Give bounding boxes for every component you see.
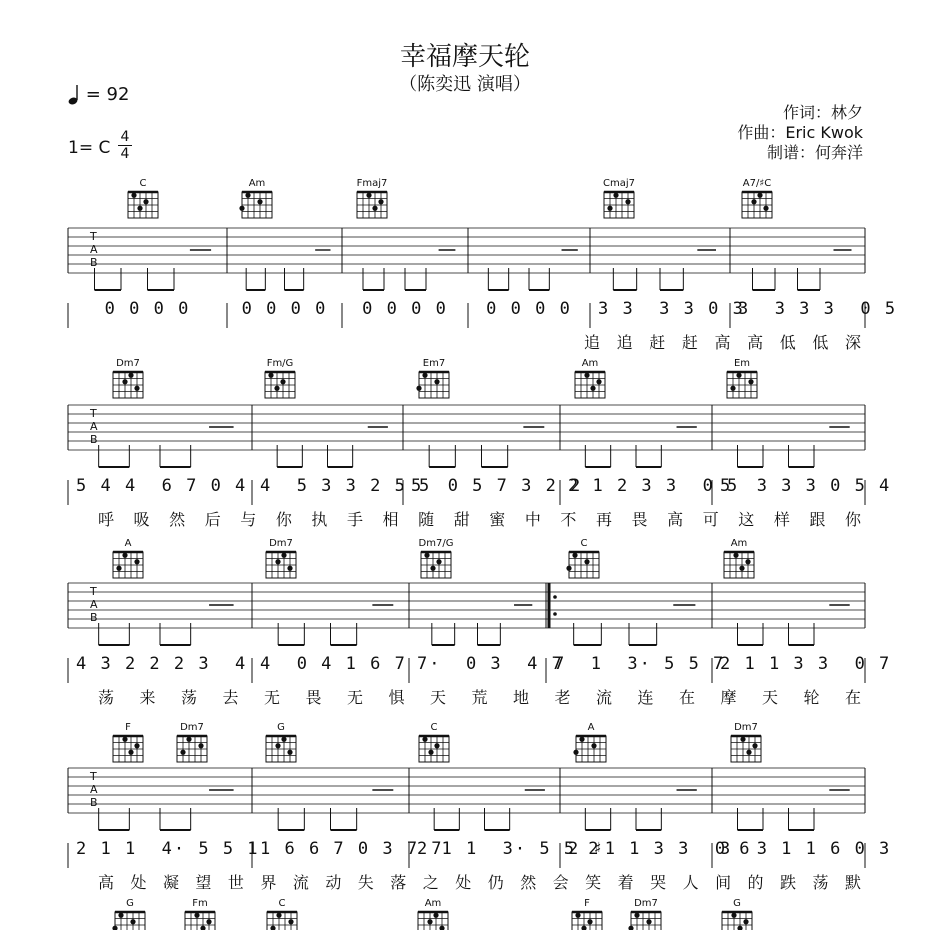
finger-dot <box>730 386 735 391</box>
finger-dot <box>287 566 292 571</box>
lyric-char: 处 <box>130 873 147 892</box>
finger-dot <box>575 913 580 918</box>
lyric-char: 地 <box>512 688 529 707</box>
lyric-char: 荡 <box>180 688 197 707</box>
lyric-char: 流 <box>595 688 612 707</box>
chord-name: Am <box>730 538 748 549</box>
finger-dot <box>257 199 262 204</box>
finger-dot <box>198 743 203 748</box>
lyric-char: 荒 <box>471 688 488 707</box>
chord-name: Em <box>733 358 751 369</box>
finger-dot <box>737 926 742 930</box>
finger-dot <box>122 737 127 742</box>
chord-diagram <box>185 912 215 930</box>
finger-dot <box>736 373 741 378</box>
finger-dot <box>239 206 244 211</box>
lyric-char: 流 <box>292 873 309 892</box>
lyric-char: 赶 <box>649 333 666 352</box>
finger-dot <box>131 193 136 198</box>
finger-dot <box>436 559 441 564</box>
lyric-char: 去 <box>222 688 239 707</box>
chord-diagram <box>628 912 661 930</box>
lyric-char: 仍 <box>487 873 504 892</box>
finger-dot <box>372 206 377 211</box>
tab-clef-letter: T <box>90 407 97 420</box>
chord-name: Cmaj7 <box>603 178 635 189</box>
chord-diagram <box>573 736 606 762</box>
chord-diagram <box>128 192 158 218</box>
lyric-char: 世 <box>227 873 244 892</box>
chord-name: G <box>277 722 285 733</box>
lyric-char: 样 <box>773 510 790 529</box>
chord-name: Fm <box>192 898 208 909</box>
finger-dot <box>422 737 427 742</box>
finger-dot <box>122 553 127 558</box>
numbered-notes: 5 0 5 7 3 2 2 <box>411 476 583 496</box>
lyric-char: 追 <box>583 333 600 352</box>
lyric-char: 在 <box>844 688 861 707</box>
numbered-notes: 4 0 4 1 6 7 <box>260 654 407 674</box>
tab-clef-letter: T <box>90 585 97 598</box>
finger-dot <box>434 743 439 748</box>
tab-clef-letter: B <box>90 433 98 446</box>
lyric-char: 着 <box>617 873 634 892</box>
finger-dot <box>287 750 292 755</box>
lyric-char: 中 <box>524 510 541 529</box>
lyric-char: 高 <box>714 333 731 352</box>
chord-diagram <box>575 372 605 398</box>
tab-clef-letter: B <box>90 796 98 809</box>
tab-clef-letter: B <box>90 611 98 624</box>
chord-diagram <box>722 912 752 930</box>
chord-name: C <box>278 898 286 909</box>
finger-dot <box>581 926 586 930</box>
lyric-char: 与 <box>240 510 257 529</box>
lyric-char: 可 <box>702 510 719 529</box>
numbered-notes: 2 1 2 3 3 0 5 <box>568 476 740 496</box>
tempo-value: = 92 <box>85 84 130 105</box>
finger-dot <box>572 553 577 558</box>
tab-clef-letter: A <box>90 420 98 433</box>
finger-dot <box>280 379 285 384</box>
lyric-char: 后 <box>204 510 221 529</box>
finger-dot <box>566 566 571 571</box>
chord-name: A <box>587 722 595 733</box>
finger-dot <box>746 750 751 755</box>
numbered-notes: 4 3 2 2 2 3 4 <box>76 654 248 674</box>
lyric-char: 高 <box>747 333 764 352</box>
finger-dot <box>573 750 578 755</box>
lyric-char: 低 <box>812 333 829 352</box>
finger-dot <box>439 926 444 930</box>
numbered-notes: 4 5 3 3 2 5 5 <box>260 476 432 496</box>
chord-diagram <box>357 192 387 218</box>
numbered-notes: 2 ♯1 1 3 3 0 6 <box>568 839 752 859</box>
chord-diagram <box>267 912 297 930</box>
lyric-char: 跌 <box>780 873 797 892</box>
chord-name: F <box>584 898 590 909</box>
chord-diagram <box>112 912 145 930</box>
finger-dot <box>206 919 211 924</box>
finger-dot <box>281 553 286 558</box>
finger-dot <box>628 926 633 930</box>
lyric-char: 在 <box>678 688 695 707</box>
chord-diagram <box>418 912 448 930</box>
time-sig-top: 4 <box>120 129 130 145</box>
finger-dot <box>416 386 421 391</box>
chord-name: C <box>580 538 588 549</box>
finger-dot <box>422 373 427 378</box>
lyric-char: 然 <box>520 873 537 892</box>
lyric-char: 高 <box>97 873 114 892</box>
lyric-char: 哭 <box>650 873 667 892</box>
lyric-char: 相 <box>382 510 399 529</box>
lyricist-credit: 作词：林夕 <box>782 103 863 122</box>
finger-dot <box>739 566 744 571</box>
tab-clef-letter: A <box>90 243 98 256</box>
finger-dot <box>130 919 135 924</box>
lyric-char: 赶 <box>681 333 698 352</box>
numbered-notes: 1 6 6 7 0 3 7 7 <box>260 839 444 859</box>
chord-name: A <box>124 538 132 549</box>
lyric-char: 随 <box>418 510 435 529</box>
tab-clef-letter: B <box>90 256 98 269</box>
tab-clef-letter: T <box>90 770 97 783</box>
chord-name: Dm7 <box>634 898 658 909</box>
chord-diagram <box>421 552 451 578</box>
chord-diagram <box>113 736 143 762</box>
lyric-char: 不 <box>560 510 577 529</box>
lyric-char: 然 <box>169 510 186 529</box>
chord-name: C <box>139 178 147 189</box>
tab-clef-letter: T <box>90 230 97 243</box>
finger-dot <box>118 913 123 918</box>
lyric-char: 凝 <box>162 873 179 892</box>
finger-dot <box>731 913 736 918</box>
finger-dot <box>748 379 753 384</box>
finger-dot <box>434 379 439 384</box>
numbered-notes: 2 1 1 3· 5 5 2 <box>417 839 601 859</box>
repeat-dot <box>553 595 557 599</box>
finger-dot <box>281 737 286 742</box>
lyric-char: 动 <box>325 873 342 892</box>
chord-diagram <box>416 372 449 398</box>
lyric-char: 深 <box>844 333 861 352</box>
finger-dot <box>270 926 275 930</box>
lyric-char: 执 <box>311 510 328 529</box>
lyric-char: 界 <box>260 873 277 892</box>
lyric-char: 天 <box>761 688 778 707</box>
finger-dot <box>116 566 121 571</box>
finger-dot <box>584 559 589 564</box>
chord-name: Am <box>248 178 266 189</box>
finger-dot <box>143 199 148 204</box>
lyric-char: 人 <box>682 873 699 892</box>
chord-diagram <box>113 372 143 398</box>
finger-dot <box>122 379 127 384</box>
finger-dot <box>613 193 618 198</box>
lyric-char: 你 <box>844 510 861 529</box>
finger-dot <box>245 193 250 198</box>
finger-dot <box>268 373 273 378</box>
finger-dot <box>634 913 639 918</box>
finger-dot <box>625 199 630 204</box>
chord-diagram <box>177 736 207 762</box>
lyric-char: 手 <box>346 510 363 529</box>
finger-dot <box>428 750 433 755</box>
chord-name: Fmaj7 <box>356 178 388 189</box>
numbered-notes: 3 3 3 3 0 5 <box>738 299 898 319</box>
finger-dot <box>134 386 139 391</box>
lyric-char: 这 <box>738 510 755 529</box>
arranger-credit: 制谱：何奔洋 <box>766 143 863 162</box>
lyric-char: 无 <box>346 688 363 707</box>
lyric-char: 之 <box>422 873 439 892</box>
lyric-char: 低 <box>779 333 796 352</box>
lyric-char: 摩 <box>720 688 737 707</box>
finger-dot <box>275 743 280 748</box>
lyric-char: 连 <box>637 688 654 707</box>
chord-name: C <box>430 722 438 733</box>
key-signature: 1= C <box>68 138 111 158</box>
lyric-char: 再 <box>595 510 612 529</box>
chord-diagram <box>266 552 296 578</box>
song-title: 幸福摩天轮 <box>399 42 530 72</box>
chord-diagram <box>572 912 602 930</box>
finger-dot <box>607 206 612 211</box>
numbered-notes: 0 0 0 0 <box>241 299 328 319</box>
finger-dot <box>743 919 748 924</box>
lyric-char: 荡 <box>97 688 114 707</box>
finger-dot <box>757 193 762 198</box>
finger-dot <box>751 199 756 204</box>
finger-dot <box>137 206 142 211</box>
numbered-notes: 0 0 0 0 <box>486 299 572 319</box>
chord-name: Dm7/G <box>418 538 454 549</box>
numbered-notes: 3 3 3 3 0 3 <box>598 299 745 319</box>
lyric-char: 天 <box>429 688 446 707</box>
finger-dot <box>180 750 185 755</box>
finger-dot <box>275 559 280 564</box>
chord-diagram <box>265 372 295 398</box>
finger-dot <box>733 553 738 558</box>
chord-name: Dm7 <box>116 358 140 369</box>
finger-dot <box>584 373 589 378</box>
chord-diagram <box>419 736 449 762</box>
numbered-notes: 2 1 1 4· 5 5 1 <box>76 839 260 859</box>
lyric-char: 轮 <box>803 688 820 707</box>
finger-dot <box>128 750 133 755</box>
lyric-char: 呼 <box>97 510 114 529</box>
finger-dot <box>433 913 438 918</box>
lyric-char: 你 <box>275 510 292 529</box>
lyric-char: 失 <box>357 873 374 892</box>
chord-diagram <box>731 736 761 762</box>
chord-name: G <box>733 898 741 909</box>
lyric-char: 来 <box>139 688 156 707</box>
numbered-notes: 0 0 0 0 <box>104 299 191 319</box>
finger-dot <box>194 913 199 918</box>
chord-diagram <box>566 552 599 578</box>
chord-name: Fm/G <box>266 358 294 369</box>
lyric-char: 默 <box>844 873 861 892</box>
lyric-char: 吸 <box>133 510 150 529</box>
chord-name: G <box>126 898 134 909</box>
lyric-char: 会 <box>552 873 569 892</box>
chord-name: Dm7 <box>180 722 204 733</box>
numbered-notes: 7 1 3· 5 5 7 <box>554 654 726 674</box>
finger-dot <box>587 919 592 924</box>
finger-dot <box>427 919 432 924</box>
lyric-char: 追 <box>616 333 633 352</box>
finger-dot <box>276 913 281 918</box>
chord-name: Dm7 <box>269 538 293 549</box>
lyric-char: 惧 <box>388 688 405 707</box>
finger-dot <box>745 559 750 564</box>
finger-dot <box>591 743 596 748</box>
finger-dot <box>134 743 139 748</box>
finger-dot <box>378 199 383 204</box>
finger-dot <box>430 566 435 571</box>
finger-dot <box>366 193 371 198</box>
chord-name: Em7 <box>422 358 446 369</box>
lyric-char: 甜 <box>453 510 470 529</box>
numbered-notes: 5 4 4 6 7 0 4 <box>76 476 248 496</box>
lyric-char: 高 <box>667 510 684 529</box>
lyric-char: 无 <box>263 688 280 707</box>
finger-dot <box>200 926 205 930</box>
chord-name: Dm7 <box>734 722 758 733</box>
finger-dot <box>288 919 293 924</box>
finger-dot <box>596 379 601 384</box>
chord-diagram <box>742 192 772 218</box>
finger-dot <box>646 919 651 924</box>
composer-credit: 作曲：Eric Kwok <box>737 123 863 142</box>
chord-diagram <box>724 552 754 578</box>
lyric-char: 望 <box>195 873 212 892</box>
numbered-notes: 0 0 0 0 <box>362 299 448 319</box>
chord-name: Am <box>424 898 442 909</box>
lyric-char: 间 <box>715 873 732 892</box>
chord-diagram <box>727 372 757 398</box>
finger-dot <box>274 386 279 391</box>
chord-name: Am <box>581 358 599 369</box>
chord-diagram <box>266 736 296 762</box>
finger-dot <box>590 386 595 391</box>
numbered-notes: 5 3 3 3 0 5 4 <box>720 476 892 496</box>
repeat-dot <box>553 612 557 616</box>
finger-dot <box>186 737 191 742</box>
finger-dot <box>752 743 757 748</box>
lyric-char: 荡 <box>812 873 829 892</box>
finger-dot <box>740 737 745 742</box>
finger-dot <box>579 737 584 742</box>
numbered-notes: 2 1 1 3 3 0 7 <box>720 654 892 674</box>
lyric-char: 处 <box>455 873 472 892</box>
lyric-char: 落 <box>390 873 407 892</box>
chord-diagram <box>239 192 272 218</box>
song-subtitle: （陈奕迅 演唱） <box>399 74 531 95</box>
lyric-char: 跟 <box>809 510 826 529</box>
finger-dot <box>112 926 117 930</box>
lyric-char: 蜜 <box>489 510 506 529</box>
lyric-char: 笑 <box>585 873 602 892</box>
time-sig-bottom: 4 <box>120 146 130 162</box>
finger-dot <box>128 373 133 378</box>
lyric-char: 的 <box>747 873 764 892</box>
numbered-notes: 3 3 1 1 6 0 3 <box>720 839 892 859</box>
numbered-notes: 7· 0 3 4 7 <box>417 654 564 674</box>
chord-name: A7/♯C <box>742 178 772 189</box>
lyric-char: 畏 <box>631 510 648 529</box>
tab-clef-letter: A <box>90 783 98 796</box>
chord-name: F <box>125 722 131 733</box>
lyric-char: 老 <box>554 688 571 707</box>
lyric-char: 畏 <box>305 688 322 707</box>
chord-diagram <box>113 552 143 578</box>
finger-dot <box>134 559 139 564</box>
finger-dot <box>763 206 768 211</box>
tab-clef-letter: A <box>90 598 98 611</box>
finger-dot <box>424 553 429 558</box>
chord-diagram <box>604 192 634 218</box>
